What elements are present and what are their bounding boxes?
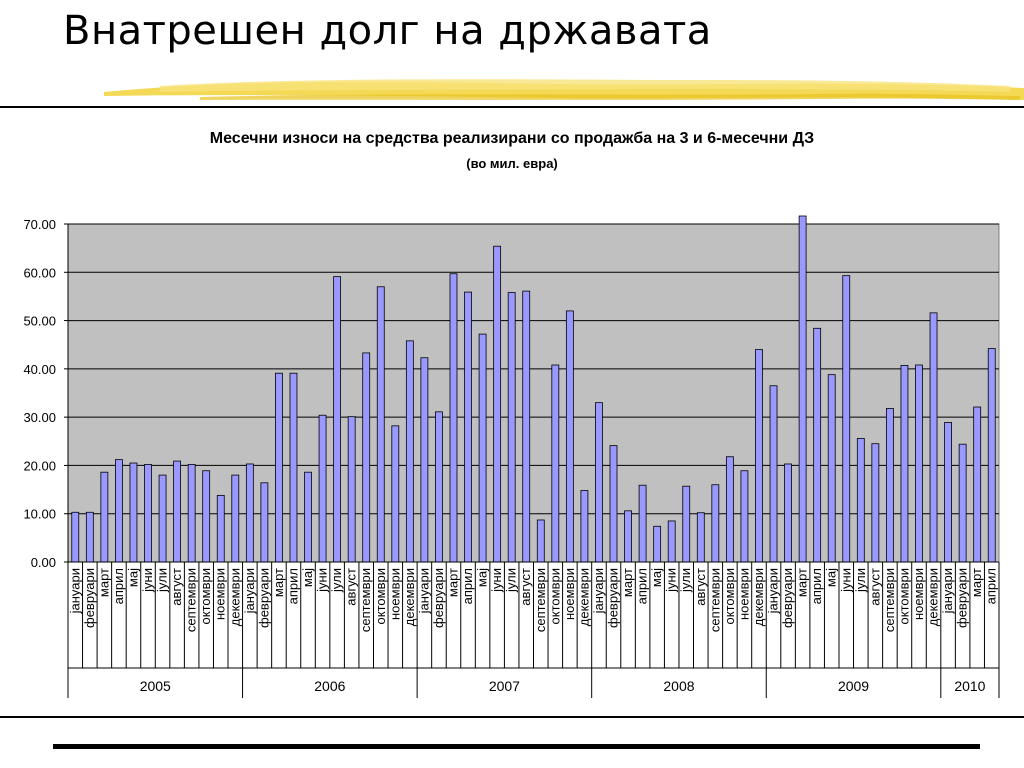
x-tick-label: декември: [227, 568, 243, 627]
bar: [945, 422, 952, 562]
bar: [988, 349, 995, 562]
bar: [741, 471, 748, 562]
x-tick-label: април: [460, 568, 476, 605]
x-tick-label: август: [343, 568, 359, 606]
bar: [610, 446, 617, 562]
bar: [479, 334, 486, 562]
slide-title: Внатрешен долг на државата: [63, 8, 712, 54]
x-tick-label: март: [96, 568, 112, 598]
bottom-divider: [0, 716, 1024, 718]
bar: [974, 407, 981, 562]
bar: [246, 464, 253, 562]
year-label: 2005: [139, 678, 171, 694]
x-tick-label: август: [692, 568, 708, 606]
bar: [901, 365, 908, 562]
x-tick-label: август: [169, 568, 185, 606]
x-tick-label: октомври: [896, 568, 912, 625]
bar: [843, 276, 850, 562]
x-tick-label: мај: [125, 568, 141, 588]
x-tick-label: септември: [881, 568, 897, 633]
bar: [101, 472, 108, 562]
bar: [785, 464, 792, 562]
x-tick-label: февруари: [430, 568, 446, 628]
x-tick-label: мај: [474, 568, 490, 588]
bar: [857, 438, 864, 562]
bar: [828, 375, 835, 562]
x-tick-label: јануари: [590, 568, 606, 614]
x-tick-label: јули: [329, 568, 345, 592]
bar: [217, 495, 224, 562]
x-tick-label: октомври: [372, 568, 388, 625]
bar: [305, 472, 312, 562]
bar: [552, 365, 559, 562]
x-tick-label: јануари: [241, 568, 257, 614]
x-tick-label: мај: [300, 568, 316, 588]
x-tick-label: октомври: [547, 568, 563, 625]
bar: [377, 287, 384, 562]
y-tick-label: 40.00: [23, 361, 56, 377]
footer-bar: [53, 744, 980, 749]
bar: [435, 412, 442, 562]
x-tick-label: октомври: [198, 568, 214, 625]
bar: [959, 444, 966, 562]
bar: [872, 444, 879, 562]
x-tick-label: ноември: [736, 568, 752, 620]
bar: [668, 521, 675, 562]
x-tick-label: септември: [358, 568, 374, 633]
x-tick-label: ноември: [910, 568, 926, 620]
bar: [421, 358, 428, 562]
x-tick-label: ноември: [561, 568, 577, 620]
bar: [130, 463, 137, 562]
x-tick-label: април: [285, 568, 301, 605]
bar: [406, 341, 413, 562]
x-tick-label: февруари: [954, 568, 970, 628]
x-tick-label: јули: [503, 568, 519, 592]
bar: [275, 373, 282, 562]
x-tick-label: април: [634, 568, 650, 605]
x-tick-label: декември: [925, 568, 941, 627]
bar: [930, 313, 937, 562]
bar: [203, 471, 210, 562]
x-tick-label: август: [518, 568, 534, 606]
bar: [174, 461, 181, 562]
x-tick-label: јуни: [489, 568, 505, 592]
x-tick-label: јуни: [663, 568, 679, 592]
bar: [683, 486, 690, 562]
x-tick-label: февруари: [256, 568, 272, 628]
x-tick-label: јули: [678, 568, 694, 592]
y-tick-label: 10.00: [23, 506, 56, 522]
year-label: 2007: [488, 678, 520, 694]
bar: [115, 460, 122, 562]
x-tick-label: мај: [823, 568, 839, 588]
bar: [770, 386, 777, 562]
bar: [639, 485, 646, 562]
bar: [261, 483, 268, 562]
x-tick-label: јуни: [140, 568, 156, 592]
x-tick-label: јануари: [765, 568, 781, 614]
x-tick-label: мај: [649, 568, 665, 588]
bar: [72, 512, 79, 562]
x-tick-label: март: [270, 568, 286, 598]
bar: [654, 526, 661, 562]
bar: [755, 350, 762, 562]
y-tick-label: 60.00: [23, 265, 56, 281]
x-tick-label: февруари: [81, 568, 97, 628]
bar: [537, 520, 544, 562]
x-tick-label: февруари: [780, 568, 796, 628]
year-label: 2010: [954, 678, 986, 694]
y-tick-label: 20.00: [23, 458, 56, 474]
x-tick-label: декември: [576, 568, 592, 627]
x-tick-label: септември: [532, 568, 548, 633]
bar: [712, 485, 719, 562]
bar: [915, 365, 922, 562]
bar: [523, 291, 530, 562]
bar: [145, 464, 152, 562]
x-tick-label: ноември: [387, 568, 403, 620]
bar: [814, 328, 821, 562]
bar: [508, 293, 515, 562]
bar: [465, 292, 472, 562]
bar: [188, 464, 195, 562]
bar: [595, 403, 602, 562]
bar: [726, 457, 733, 562]
x-tick-label: септември: [183, 568, 199, 633]
bar: [494, 246, 501, 562]
x-tick-label: март: [969, 568, 985, 598]
bar: [86, 512, 93, 562]
bar: [232, 475, 239, 562]
year-label: 2009: [837, 678, 870, 694]
x-tick-label: октомври: [721, 568, 737, 625]
bar: [886, 408, 893, 562]
bar: [348, 417, 355, 562]
x-tick-label: јуни: [314, 568, 330, 592]
bar: [334, 277, 341, 562]
x-tick-label: јануари: [940, 568, 956, 614]
bar: [450, 274, 457, 562]
bar: [625, 511, 632, 562]
year-label: 2006: [314, 678, 346, 694]
x-tick-label: септември: [707, 568, 723, 633]
chart-subtitle: (во мил. евра): [466, 156, 558, 171]
x-tick-label: април: [983, 568, 999, 605]
x-tick-label: март: [620, 568, 636, 598]
chart-title: Месечни износи на средства реализирани со продажба на 3 и 6-месечни ДЗ: [209, 130, 815, 147]
x-tick-label: февруари: [605, 568, 621, 628]
y-tick-label: 70.00: [23, 217, 56, 232]
bar: [799, 216, 806, 562]
x-tick-label: јули: [852, 568, 868, 592]
x-tick-label: декември: [750, 568, 766, 627]
bar: [319, 415, 326, 562]
bar: [392, 426, 399, 562]
bar: [363, 353, 370, 562]
x-tick-label: ноември: [212, 568, 228, 620]
x-tick-label: јуни: [838, 568, 854, 592]
x-tick-label: март: [794, 568, 810, 598]
x-tick-label: јануари: [416, 568, 432, 614]
bar: [581, 491, 588, 562]
bar: [566, 311, 573, 562]
x-tick-label: април: [809, 568, 825, 605]
bar: [159, 475, 166, 562]
x-tick-label: јануари: [67, 568, 83, 614]
bar: [697, 513, 704, 562]
x-tick-label: декември: [401, 568, 417, 627]
x-tick-label: март: [445, 568, 461, 598]
y-tick-label: 0.00: [30, 555, 56, 570]
x-tick-label: август: [867, 568, 883, 606]
y-tick-label: 50.00: [23, 313, 56, 329]
y-tick-label: 30.00: [23, 410, 56, 426]
year-label: 2008: [663, 678, 695, 694]
bar: [290, 373, 297, 562]
x-tick-label: април: [110, 568, 126, 605]
x-tick-label: јули: [154, 568, 170, 592]
